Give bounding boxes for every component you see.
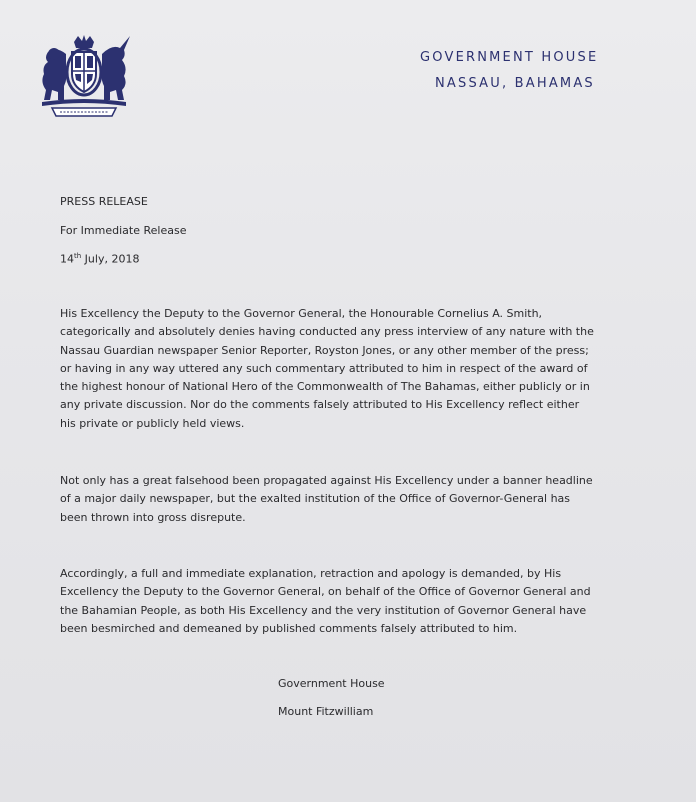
date-suffix: th [74, 252, 82, 260]
paragraph-line: the highest honour of National Hero of the Commonwealth of The Bahamas, either publicly or in [60, 380, 590, 394]
document-title: PRESS RELEASE [60, 195, 148, 208]
paragraph-line: or having in any way uttered any such commentary attributed to him in respect of the award of [60, 361, 588, 375]
release-date [60, 252, 139, 266]
paragraph-line: his private or publicly held views. [60, 416, 245, 430]
release-note: For Immediate Release [60, 224, 187, 237]
paragraph-line: Excellency the Deputy to the Governor General, on behalf of the Office of Governor General and [60, 585, 591, 599]
paragraph-1 [60, 305, 620, 433]
paragraph-line: any private discussion. Nor do the comments falsely attributed to His Excellency reflect either [60, 398, 580, 412]
paragraph-2 [60, 472, 620, 527]
paragraph-line: Nassau Guardian newspaper Senior Reporter, Royston Jones, or any other member of the press; [60, 343, 589, 357]
paragraph-line: been thrown into gross disrepute. [60, 510, 246, 524]
date-day: 14 [60, 252, 74, 266]
paragraph-line: the Bahamian People, as both His Excellency and the very institution of Governor General have [60, 603, 587, 617]
paragraph-line: of a major daily newspaper, but the exalted institution of the Office of Governor-General has [60, 492, 571, 506]
royal-coat-of-arms-icon [30, 34, 138, 122]
paragraph-line: categorically and absolutely denies having conducted any press interview of any nature with the [60, 325, 594, 339]
paragraph-line: been besmirched and demeaned by published comments falsely attributed to him. [60, 621, 518, 635]
letterhead-line-1: GOVERNMENT HOUSE [420, 50, 599, 65]
paragraph-line: Not only has a great falsehood been propagated against His Excellency under a banner headline [60, 474, 593, 487]
signature-line-2: Mount Fitzwilliam [278, 705, 374, 718]
signature-line-1: Government House [278, 677, 385, 690]
date-rest: July, 2018 [81, 252, 140, 266]
paragraph-3 [60, 565, 620, 638]
letterhead-line-2: NASSAU, BAHAMAS [435, 76, 595, 91]
paragraph-line: His Excellency the Deputy to the Governor General, the Honourable Cornelius A. Smith, [60, 307, 543, 320]
paragraph-line: Accordingly, a full and immediate explanation, retraction and apology is demanded, by His [60, 567, 562, 580]
